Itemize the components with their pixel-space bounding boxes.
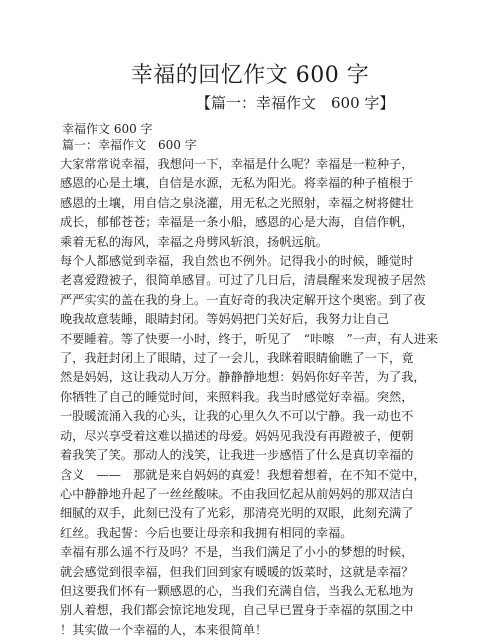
text-line: 细腻的双手，此刻已没有了光彩，那清亮光明的双眼，此刻充满了 [60,506,414,521]
article-subheading: 篇一：幸福作文 600 字 [62,138,197,152]
text-line: 着我笑了笑。那动人的浅笑，让我进一步感悟了什么是真切幸福的 [60,448,414,463]
document-title: 幸福的回忆作文 600 字 [130,63,370,88]
text-line: 然是妈妈，这让我动人万分。静静静地想：妈妈你好辛苦，为了我， [60,370,426,385]
paragraph [60,252,450,543]
text-line: 感恩的心是土壤，自信是水源，无私为阳光。将幸福的种子植根于 [60,176,414,191]
text-line: 红丝。我起誓：今后也要让母亲和我拥有相同的幸福。 [60,525,353,540]
text-line: ！其实做一个幸福的人，本来很简单！ [60,622,268,637]
article-body [60,155,450,640]
text-line: 心中静静地升起了一丝丝酸味。不由我回忆起从前妈妈的那双洁白 [60,486,414,501]
text-line: 每个人都感觉到幸福，我自然也不例外。记得我小的时候，睡觉时 [60,254,414,269]
text-line: 动，尽兴享受着这难以描述的母爱。妈妈见我没有再蹬被子，便朝 [60,428,414,443]
text-line: 幸福有那么遥不行及吗？不是，当我们满足了小小的梦想的时候， [60,545,414,560]
paragraph [60,155,450,252]
paragraph [60,543,450,640]
text-line: 严严实实的盖在我的身上。一直好奇的我决定解开这个奥密。到了夜 [60,292,426,307]
text-line: 大家常常说幸福，我想问一下，幸福是什么呢？幸福是一粒种子， [60,157,414,171]
text-line: 老喜爱蹬被子，很简单感冒。可过了几日后，清晨醒来发现被子居然 [60,273,426,288]
text-line: 你牺牲了自己的睡觉时间，来照料我。我当时感觉好幸福。突然， [60,389,414,404]
document-subtitle: 【篇一：幸福作文 600 字】 [196,94,395,112]
text-line: 晚我故意装睡，眼睛封闭。等妈妈把门关好后，我努力让自己 [60,312,390,327]
text-line: 就会感觉到很幸福，但我们回到家有暖暖的饭菜时，这就是幸福？ [60,564,414,579]
article-heading: 幸福作文 600 字 [62,122,153,136]
text-line: 感恩的土壤，用自信之泉浇灌，用无私之光照射，幸福之树将健壮 [60,195,414,210]
text-line: 含义 —— 那就是来自妈妈的真爱！我想着想着，在不知不觉中， [60,467,426,482]
text-line: 乘着无私的海风，幸福之舟劈风斩浪，扬帆远航。 [60,234,329,249]
text-line: 不要睡着。等了快要一小时，终于，听见了 “咔嚓 ”一声，有人进来 [60,331,439,346]
text-line: 一股暖流涌入我的心头，让我的心里久久不可以宁静。我一动也不 [60,409,414,424]
text-line: 成长，郁郁苍苍；幸福是一条小船，感恩的心是大海，自信作帆， [60,215,414,230]
text-line: 别人着想，我们都会惊诧地发现，自己早已置身于幸福的氛围之中 [60,603,414,618]
text-line: 了，我赶封闭上了眼睛，过了一会儿，我眯着眼睛偷瞧了一下，竟 [60,351,414,366]
text-line: 但这要我们怀有一颗感恩的心，当我们充满自信，当我么无私地为 [60,583,414,598]
